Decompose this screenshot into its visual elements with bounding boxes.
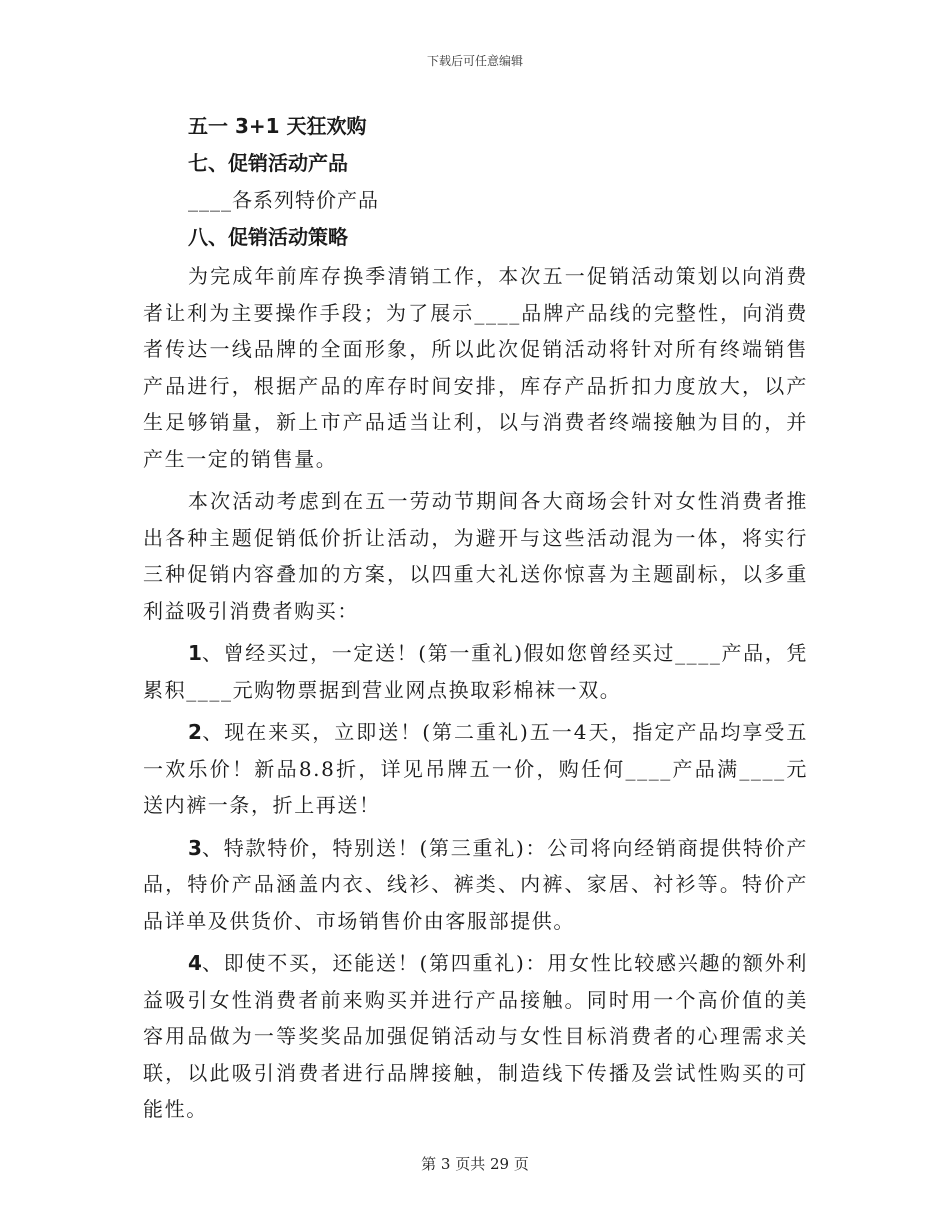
item-text: 、现在来买，立即送！(第二重礼)五一4天，指定产品均享受五一欢乐价！新品8.8折，详见吊牌五一价，购任何____产品满____元送内裤一条，折上再送！: [143, 720, 808, 817]
item-number: 3: [188, 835, 202, 860]
products-line: ____各系列特价产品: [188, 188, 379, 212]
paragraph-plan: 本次活动考虑到在五一劳动节期间各大商场会针对女性消费者推出各种主题促销低价折让活动，为避开与这些活动混为一体，将实行三种促销内容叠加的方案，以四重大礼送你惊喜为主题副标，以多重利益吸引消费者购买：: [143, 489, 808, 623]
list-item-3: [143, 830, 808, 940]
item-text: 、即使不买，还能送！(第四重礼)：用女性比较感兴趣的额外利益吸引女性消费者前来购买并进行产品接触。同时用一个高价值的美容用品做为一等奖奖品加强促销活动与女性目标消费者的心理需求关联，以此吸引消费者进行品牌接触，制造线下传播及尝试性购买的可能性。: [143, 951, 808, 1121]
item-text: 、特款特价，特别送！(第三重礼)：公司将向经销商提供特价产品，特价产品涵盖内衣、线衫、裤类、内裤、家居、衬衫等。特价产品详单及供货价、市场销售价由客服部提供。: [143, 835, 808, 933]
section-heading-7: 七、促销活动产品: [188, 151, 348, 175]
event-title: 五一 3+1 天狂欢购: [188, 114, 367, 138]
item-number: 2: [188, 720, 202, 744]
document-body: [143, 108, 808, 1128]
page-number: 第 3 页共 29 页: [421, 1155, 529, 1173]
list-item-4: [143, 945, 808, 1128]
list-item-2: [143, 714, 808, 824]
item-number: 1: [188, 641, 202, 665]
paragraph-strategy: 为完成年前库存换季清销工作，本次五一促销活动策划以向消费者让利为主要操作手段；为了展示____品牌产品线的完整性，向消费者传达一线品牌的全面形象，所以此次促销活动将针对所有终端销售产品进行，根据产品的库存时间安排，库存产品折扣力度放大，以产生足够销量，新上市产品适当让利，以与消费者终端接触为目的，并产生一定的销售量。: [143, 264, 808, 471]
page-header-note: 下载后可任意编辑: [426, 54, 523, 68]
item-number: 4: [188, 951, 202, 975]
list-item-1: [143, 635, 808, 708]
item-text: 、曾经买过，一定送！(第一重礼)假如您曾经买过____产品，凭累积____元购物票据到营业网点换取彩棉袜一双。: [143, 641, 808, 702]
section-heading-8: 八、促销活动策略: [188, 225, 348, 249]
